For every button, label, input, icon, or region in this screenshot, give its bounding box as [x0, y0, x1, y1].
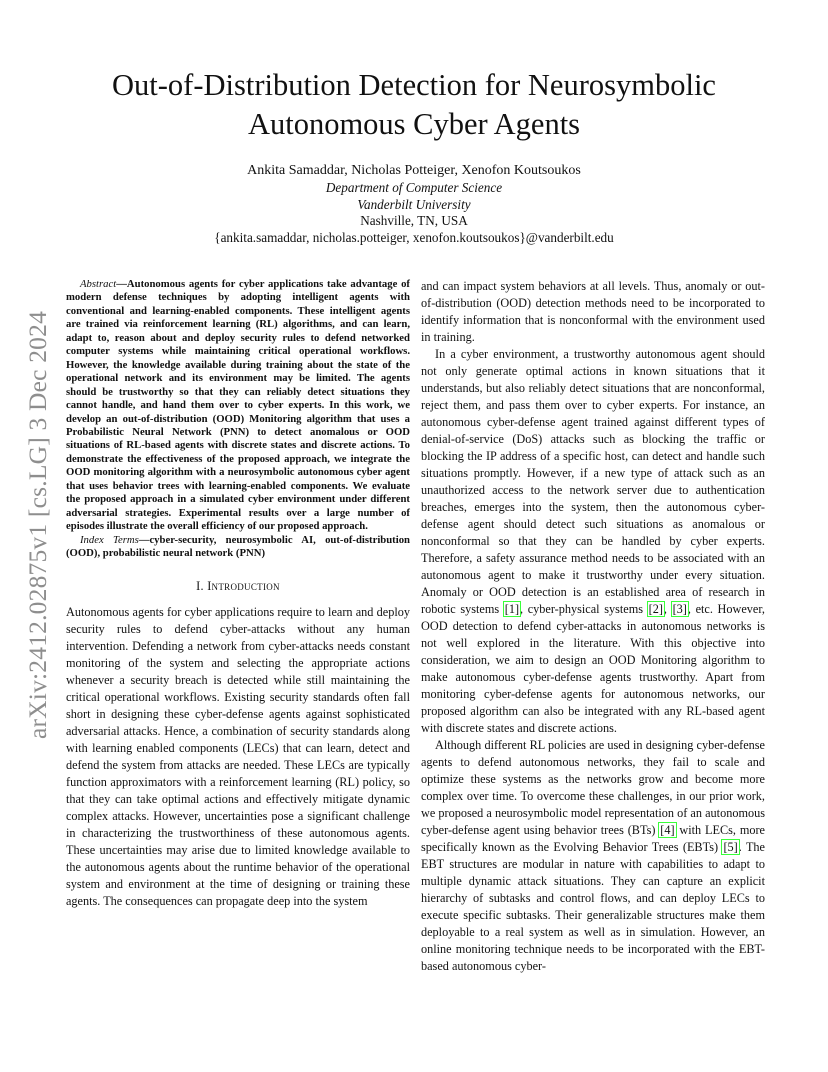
text-span: In a cyber environment, a trustworthy autonomous agent should not only generate optimal actions in known situations that it understands, but also reliably detect situations that are nonconformal, reject them, and pass them over to cyber experts. For instance, an autonomous cyber-defense agent trained against different types of denial-of-service (DoS) attacks such as blocking the traffic or blocking the IP address of a specific host, can detect and handle such situations promptly. However, if a new type of attack such as an unauthorized access to the network server due to authentication breaches, emerges into the system, then the autonomous cyber-defense agent should detect such situations as anomalous or nonconformal so that they can be handled by cyber experts. Therefore, a safety assurance method needs to be associated with an autonomous agent to make it trustworthy under every situation. Anomaly or OOD detection is an established area of research in robotic systems — [421, 347, 765, 616]
abstract — [66, 278, 410, 534]
text-span: , — [663, 602, 672, 616]
abstract-text: —Autonomous agents for cyber applications take advantage of modern defense techniques by adopting intelligent agents with conventional and learning-enabled components. These intelligent agents are trained via reinforcement learning (RL) algorithms, and can learn, adapt to, reason about and deploy security rules to defend networked computer systems while maintaining critical operational workflows. However, the knowledge available during training about the state of the operational network and its environment may be limited. The agents should be trustworthy so that they can reliably detect situations they cannot handle, and hand them over to cyber experts. In this work, we develop an out-of-distribution (OOD) Monitoring algorithm that uses a Probabilistic Neural Network (PNN) to detect anomalous or OOD situations of RL-based agents with discrete states and discrete actions. To demonstrate the effectiveness of the proposed approach, we integrate the OOD monitoring algorithm with a neurosymbolic autonomous cyber agent that uses behavior trees with learning-enabled components. We evaluate the proposed approach in a simulated cyber environment under different adversarial strategies. Experimental results over a large number of episodes illustrate the overall efficiency of our proposed approach. — [66, 278, 410, 533]
intro-paragraph-3 — [421, 737, 765, 975]
text-span: , etc. However, OOD detection to defend cyber-attacks in autonomous networks is not well explored in the literature. With this objective into consideration, we aim to design an OOD Monitoring algorithm to make autonomous cyber-defense agents trustworthy. Apart from monitoring cyber-defense agents for autonomous networks, our proposed algorithm can also be integrated with any RL-based agent with discrete states and discrete actions. — [421, 602, 765, 735]
index-terms-lead: Index Terms — [80, 533, 139, 546]
citation-link[interactable]: [2] — [648, 602, 663, 616]
text-span: , cyber-physical systems — [520, 602, 648, 616]
citation-link[interactable]: [4] — [660, 823, 675, 837]
location: Nashville, TN, USA — [360, 213, 468, 229]
citation-link[interactable]: [3] — [672, 602, 687, 616]
index-terms — [66, 534, 410, 561]
author-list: Ankita Samaddar, Nicholas Potteiger, Xenofon Koutsoukos — [247, 163, 581, 178]
intro-paragraph-1: Autonomous agents for cyber applications require to learn and deploy security rules to defend cyber-attacks without any human intervention. Defending a network from cyber-attacks needs constant monitoring of the system and selecting the appropriate actions whenever a security breach is detected while still maintaining the critical operational workflows. Existing security standards often fall short in designing these cyber-defense agents against sophisticated adversarial attacks. Hence, a combination of security standards along with learning enabled components (LECs) that can learn, detect and defend the system from attacks are needed. These LECs are typically function approximators with a reinforcement learning (RL) policy, so that they can take optimal actions and effectively mitigate dynamic complex attacks. However, uncertainties pose a significant challenge in characterizing the trustworthiness of these autonomous agents. These uncertainties may arise due to limited knowledge available to the autonomous agents about the runtime behavior of the operational system and environment at the time of designing or training these agents. The consequences can propagate deep into the system — [66, 604, 410, 908]
intro-paragraph-continued: and can impact system behaviors at all levels. Thus, anomaly or out-of-distribution (OOD) detection methods need to be incorporated to identify information that is nonconformal with the environment used in training. — [421, 279, 765, 344]
abstract-lead: Abstract — [80, 278, 117, 290]
citation-link[interactable]: [1] — [504, 602, 520, 616]
title-line-1: Out-of-Distribution Detection for Neurosymbolic — [112, 68, 716, 102]
left-column — [66, 278, 410, 910]
department: Department of Computer Science — [325, 180, 503, 195]
text-span: . The EBT structures are modular in nature with capabilities to adapt to multiple dynamic attack situations. They can capture an explicit hierarchy of subtasks and control flows, and can deploy LECs to execute specific subtasks. Their generalizable structures make them deployable to a real system as well as in simulation. However, an online monitoring technique needs to be incorporated with the EBT-based autonomous cyber- — [421, 840, 765, 973]
section-heading-introduction: I. Introduction — [196, 578, 280, 593]
index-terms-text: —cyber-security, neurosymbolic AI, out-of-distribution (OOD), probabilistic neural network (PNN) — [66, 533, 410, 560]
text-span: Although different RL policies are used in designing cyber-defense agents to defend autonomous networks, they fail to scale and optimize these systems as the networks grow and become more complex over time. To overcome these challenges, in our prior work, we proposed a neurosymbolic model representation of an autonomous cyber-defense agent using behavior trees (BTs) — [421, 738, 765, 837]
university: Vanderbilt University — [357, 196, 471, 212]
citation-link[interactable]: [5] — [723, 840, 738, 854]
paper-title — [60, 66, 768, 144]
arxiv-identifier: arXiv:2412.02875v1 [cs.LG] 3 Dec 2024 — [23, 310, 52, 740]
affiliation-block — [60, 180, 768, 247]
author-emails: {ankita.samaddar, nicholas.potteiger, xenofon.koutsoukos}@vanderbilt.edu — [214, 230, 614, 246]
intro-paragraph-2 — [421, 346, 765, 737]
arxiv-stamp — [14, 290, 62, 760]
text-span: with LECs, more specifically known as the Evolving Behavior Trees (EBTs) — [421, 823, 765, 854]
title-line-2: Autonomous Cyber Agents — [247, 107, 581, 141]
right-column — [421, 278, 765, 975]
